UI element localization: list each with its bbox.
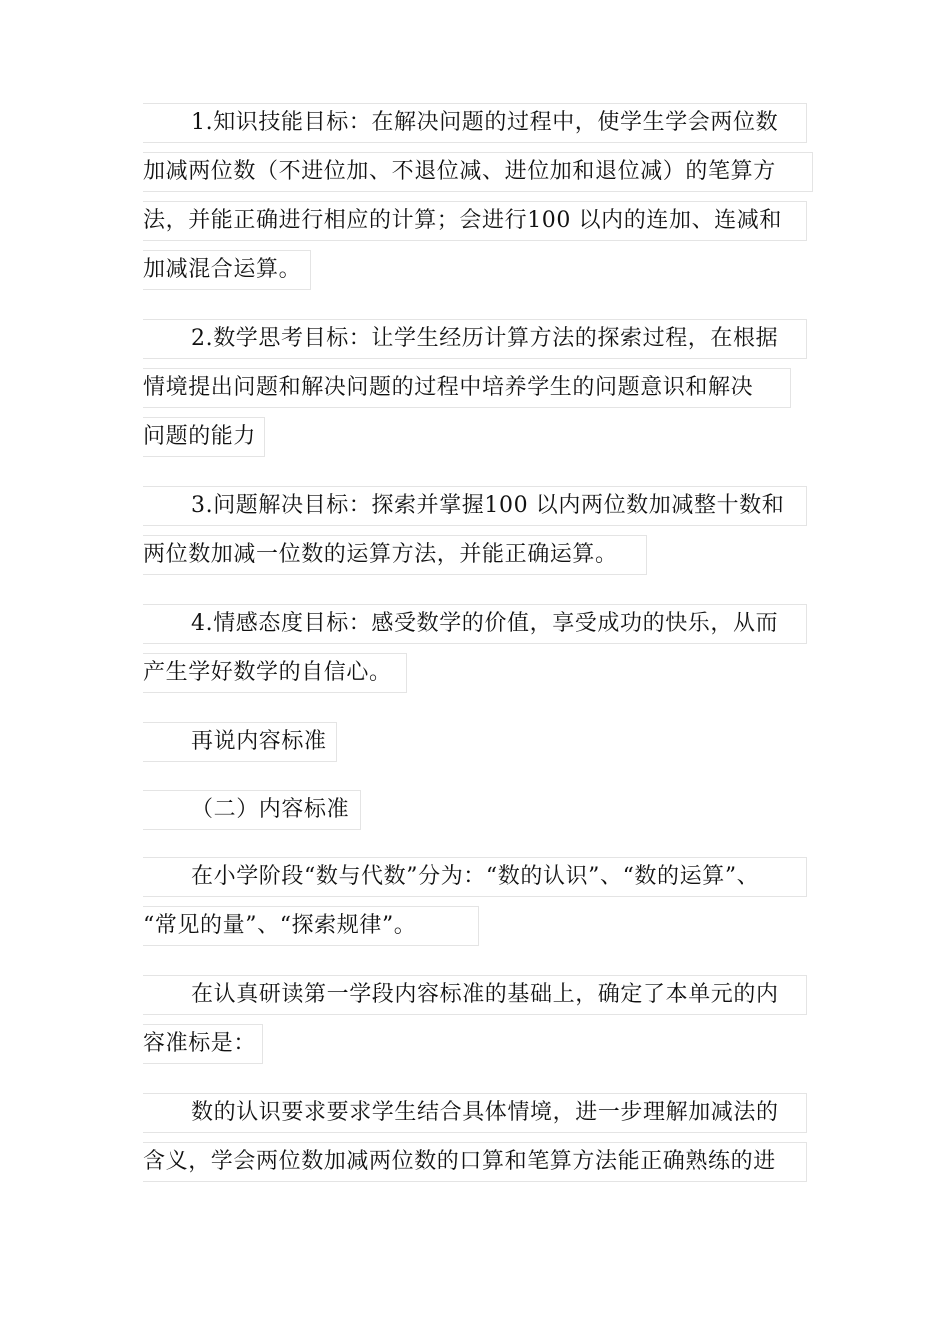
- paragraph-2-line-2: 情境提出问题和解决问题的过程中培养学生的问题意识和解决: [143, 368, 791, 408]
- paragraph-2-line-3: 问题的能力: [143, 417, 265, 457]
- paragraph-7-line-2: 含义，学会两位数加减两位数的口算和笔算方法能正确熟练的进: [143, 1142, 807, 1182]
- paragraph-7-line-1: 数的认识要求要求学生结合具体情境，进一步理解加减法的: [143, 1093, 807, 1133]
- paragraph-3-line-2: 两位数加减一位数的运算方法，并能正确运算。: [143, 535, 647, 575]
- paragraph-1-line-2: 加减两位数（不进位加、不退位减、进位加和退位减）的笔算方: [143, 152, 813, 192]
- paragraph-2-line-1: 2.数学思考目标：让学生经历计算方法的探索过程，在根据: [143, 319, 807, 359]
- paragraph-3-line-1: 3.问题解决目标：探索并掌握100 以内两位数加减整十数和: [143, 486, 807, 526]
- paragraph-6-line-1: 在认真研读第一学段内容标准的基础上，确定了本单元的内: [143, 975, 807, 1015]
- paragraph-1-line-1: 1.知识技能目标：在解决问题的过程中，使学生学会两位数: [143, 103, 807, 143]
- paragraph-5-line-2: “常见的量”、“探索规律”。: [143, 906, 479, 946]
- paragraph-4-line-1: 4.情感态度目标：感受数学的价值，享受成功的快乐，从而: [143, 604, 807, 644]
- section-heading-restate: 再说内容标准: [143, 722, 337, 762]
- paragraph-5-line-1: 在小学阶段“数与代数”分为：“数的认识”、“数的运算”、: [143, 857, 807, 897]
- paragraph-4-line-2: 产生学好数学的自信心。: [143, 653, 407, 693]
- paragraph-1-line-4: 加减混合运算。: [143, 250, 311, 290]
- paragraph-1-line-3: 法，并能正确进行相应的计算；会进行100 以内的连加、连减和: [143, 201, 807, 241]
- paragraph-6-line-2: 容准标是：: [143, 1024, 263, 1064]
- section-heading-content-standard: （二）内容标准: [143, 790, 361, 830]
